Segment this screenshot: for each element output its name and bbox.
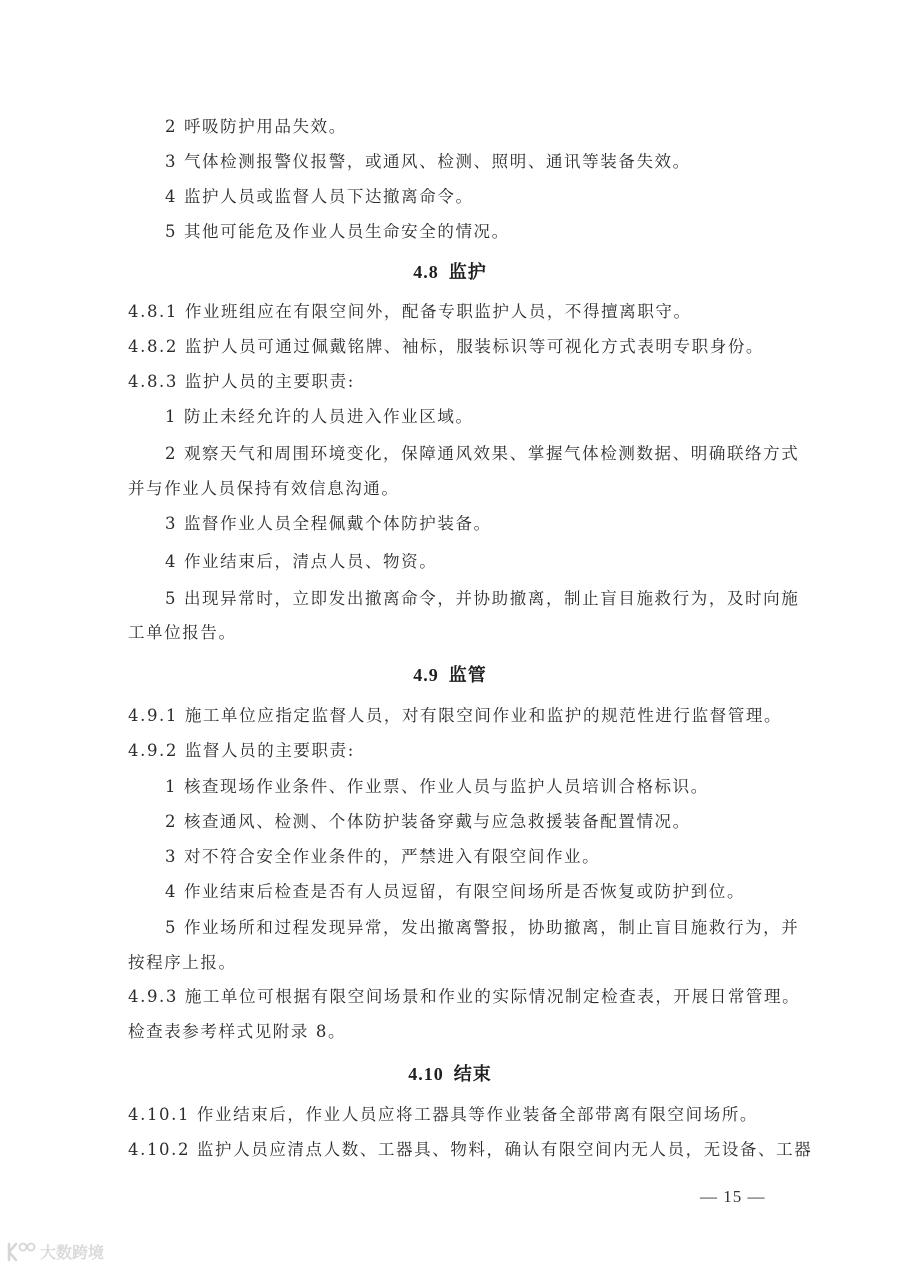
duty-item-continuation: 并与作业人员保持有效信息沟通。 [128, 479, 400, 498]
section-heading-4-8 [0, 261, 900, 284]
clause-4-10-1: 4.10.1 作业结束后，作业人员应将工器具等作业装备全部带离有限空间场所。 [128, 1105, 759, 1124]
duty-item: 4 作业结束后检查是否有人员逗留，有限空间场所是否恢复或防护到位。 [165, 882, 746, 901]
section-heading-4-10 [0, 1063, 900, 1086]
section-number: 4.8 [413, 262, 439, 282]
list-item: 3 气体检测报警仪报警，或通风、检测、照明、通讯等装备失效。 [165, 152, 691, 171]
section-number: 4.10 [408, 1064, 444, 1084]
section-title: 结束 [453, 1064, 492, 1085]
duty-item: 5 作业场所和过程发现异常，发出撤离警报，协助撤离，制止盲目施救行为，并 [165, 918, 800, 937]
clause-4-8-1: 4.8.1 作业班组应在有限空间外，配备专职监护人员，不得擅离职守。 [128, 302, 692, 321]
duty-item: 2 核查通风、检测、个体防护装备穿戴与应急救援装备配置情况。 [165, 812, 691, 831]
list-item: 2 呼吸防护用品失效。 [165, 117, 347, 136]
watermark [6, 1240, 104, 1263]
duty-item: 3 监督作业人员全程佩戴个体防护装备。 [165, 514, 492, 533]
clause-4-9-3: 4.9.3 施工单位可根据有限空间场景和作业的实际情况制定检查表，开展日常管理。 [128, 987, 801, 1006]
list-item: 5 其他可能危及作业人员生命安全的情况。 [165, 222, 510, 241]
clause-4-8-2: 4.8.2 监护人员可通过佩戴铭牌、袖标，服装标识等可视化方式表明专职身份。 [128, 337, 765, 356]
section-title: 监管 [448, 665, 487, 686]
clause-4-10-2: 4.10.2 监护人员应清点人数、工器具、物料，确认有限空间内无人员，无设备、工器 [128, 1140, 813, 1159]
k100-logo-icon [6, 1241, 36, 1263]
duty-item: 5 出现异常时，立即发出撤离命令，并协助撤离，制止盲目施救行为，及时向施 [165, 589, 800, 608]
duty-item: 1 核查现场作业条件、作业票、作业人员与监护人员培训合格标识。 [165, 777, 709, 796]
watermark-text: 大数跨境 [40, 1243, 105, 1262]
page-number: — 15 — [700, 1187, 766, 1206]
section-title: 监护 [448, 262, 487, 283]
duty-item-continuation: 工单位报告。 [128, 623, 237, 642]
list-item: 4 监护人员或监督人员下达撤离命令。 [165, 187, 474, 206]
section-heading-4-9 [0, 664, 900, 687]
duty-item: 1 防止未经允许的人员进入作业区域。 [165, 407, 474, 426]
section-number: 4.9 [413, 665, 439, 685]
duty-item-continuation: 按程序上报。 [128, 953, 237, 972]
clause-4-8-3: 4.8.3 监护人员的主要职责: [128, 372, 355, 391]
clause-4-9-2: 4.9.2 监督人员的主要职责: [128, 741, 355, 760]
clause-4-9-1: 4.9.1 施工单位应指定监督人员，对有限空间作业和监护的规范性进行监督管理。 [128, 706, 783, 725]
duty-item: 3 对不符合安全作业条件的，严禁进入有限空间作业。 [165, 847, 601, 866]
clause-4-9-3-continuation: 检查表参考样式见附录 8。 [128, 1022, 347, 1041]
duty-item: 2 观察天气和周围环境变化，保障通风效果、掌握气体检测数据、明确联络方式 [165, 444, 800, 463]
duty-item: 4 作业结束后，清点人员、物资。 [165, 552, 438, 571]
